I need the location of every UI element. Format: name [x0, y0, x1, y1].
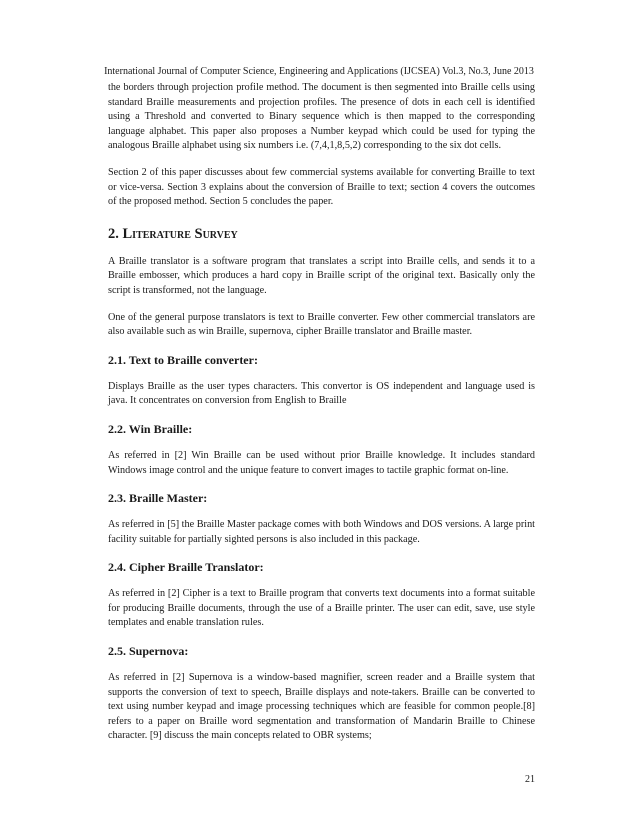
section-2-heading: [108, 225, 535, 243]
subsection-2-3-heading: 2.3. Braille Master:: [108, 491, 208, 506]
subsection-2-4-heading: 2.4. Cipher Braille Translator:: [108, 560, 264, 575]
subsection-2-1-heading: 2.1. Text to Braille converter:: [108, 352, 258, 367]
intro-paragraph-2: Section 2 of this paper discusses about few commercial systems available for converting Braille to text or vice-versa. Section 3 explains about the conversion of Braille to text; section 4 covers the outcomes of the proposed method. Section 5 concludes the paper.: [108, 166, 535, 208]
subsection-2-3-body: As referred in [5] the Braille Master package comes with both Windows and DOS versions. A large print facility suitable for partially sighted persons is also included in this package.: [108, 519, 535, 545]
subsection-2-2-heading: 2.2. Win Braille:: [108, 421, 193, 436]
intro-paragraph-1: the borders through projection profile method. The document is then segmented into Braille cells using standard Braille measurements and projection profiles. The presence of dots in each cell is identified using a Threshold and converted to Binary sequence which is then mapped to the corresponding language alphabet. This paper also proposes a Number keypad which could be used for typing the analogous Braille alphabet using six numbers i.e. (7,4,1,8,5,2) corresponding to the six dot cells.: [108, 82, 535, 152]
subsection-2-4-body: As referred in [2] Cipher is a text to Braille program that converts text documents into a format suitable for producing Braille documents, through the use of a Braille printer. The user can edit, save, use style templates and enable translation rules.: [108, 588, 535, 629]
subsection-2-1-body: Displays Braille as the user types characters. This convertor is OS independent and language used is java. It concentrates on conversion from English to Braille: [108, 380, 535, 407]
running-header: International Journal of Computer Science, Engineering and Applications (IJCSEA) Vol.3, No.3, June 2013: [104, 66, 534, 77]
page-body: [108, 81, 535, 744]
subsection-2-5-body: As referred in [2] Supernova is a window-based magnifier, screen reader and a Braille system that supports the conversion of text to speech, Braille displays and note-takers. Braille can be converted to text using number keypad and image processing techniques which are feasible for common people.[8] refers to a paper on Braille word segmentation and transformation of Mandarin Braille to Chinese character. [9] discuss the main concepts related to OBR systems;: [108, 672, 535, 742]
section-2-paragraph-1: A Braille translator is a software program that translates a script into Braille cells, and sends it to a Braille embosser, which produces a hard copy in Braille script of the original text. Basically only the script is transformed, not the language.: [108, 255, 535, 296]
subsection-2-5-heading: 2.5. Supernova:: [108, 644, 189, 659]
section-2-paragraph-2: One of the general purpose translators is text to Braille converter. Few other commercial translators are also available such as win Braille, supernova, cipher Braille translator and Braille master.: [108, 311, 535, 338]
page-number: 21: [525, 774, 535, 785]
section-2-number: 2.: [108, 225, 123, 242]
section-2-title: Literature Survey: [122, 225, 238, 242]
subsection-2-2-body: As referred in [2] Win Braille can be used without prior Braille knowledge. It includes standard Windows image control and the unique feature to convert images to tactile graphic format on-line.: [108, 449, 535, 476]
